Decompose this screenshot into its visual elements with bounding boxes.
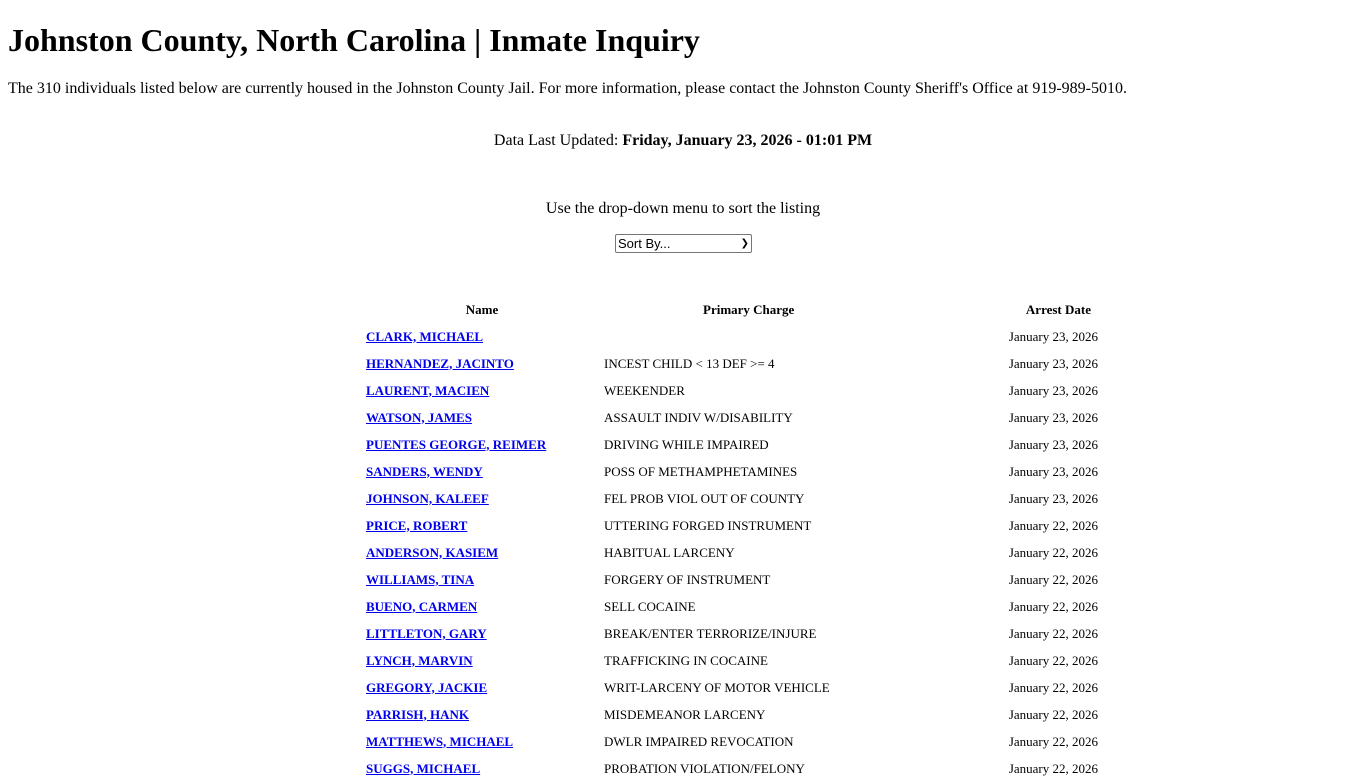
cell-name	[360, 512, 604, 539]
table-row	[360, 404, 1098, 431]
cell-primary-charge: MISDEMEANOR LARCENY	[604, 706, 766, 722]
table-row	[360, 539, 1098, 566]
cell-name	[360, 647, 604, 674]
chevron-down-icon: ❯	[740, 237, 749, 249]
sort-dropdown[interactable]	[615, 234, 752, 253]
cell-name	[360, 458, 604, 485]
cell-arrest-date: January 23, 2026	[1008, 463, 1098, 479]
table-row	[360, 350, 1098, 377]
cell-arrest-date: January 22, 2026	[1008, 652, 1098, 668]
cell-arrest-date: January 23, 2026	[1008, 328, 1098, 344]
cell-primary-charge: FEL PROB VIOL OUT OF COUNTY	[604, 490, 805, 506]
inmate-name-link[interactable]: SANDERS, WENDY	[366, 463, 483, 479]
cell-arrest-date: January 22, 2026	[1008, 625, 1098, 641]
table-row	[360, 485, 1098, 512]
inmate-name-link[interactable]: PARRISH, HANK	[366, 706, 470, 722]
inmate-name-link[interactable]: ANDERSON, KASIEM	[366, 544, 499, 560]
cell-arrest-date: January 23, 2026	[1008, 409, 1098, 425]
cell-name	[360, 674, 604, 701]
table-row	[360, 728, 1098, 755]
cell-arrest-date: January 22, 2026	[1008, 679, 1098, 695]
table-row	[360, 323, 1098, 350]
inmate-name-link[interactable]: LITTLETON, GARY	[366, 625, 487, 641]
sort-dropdown-wrapper	[615, 234, 752, 253]
table-row	[360, 431, 1098, 458]
cell-name	[360, 728, 604, 755]
cell-arrest-date: January 22, 2026	[1008, 544, 1098, 560]
cell-primary-charge: SELL COCAINE	[604, 598, 696, 614]
cell-arrest-date: January 22, 2026	[1008, 517, 1098, 533]
inmate-name-link[interactable]: SUGGS, MICHAEL	[366, 760, 481, 776]
cell-arrest-date: January 23, 2026	[1008, 436, 1098, 452]
table-row	[360, 674, 1098, 701]
cell-primary-charge: ASSAULT INDIV W/DISABILITY	[604, 409, 793, 425]
cell-primary-charge: INCEST CHILD < 13 DEF >= 4	[604, 355, 775, 371]
sort-selected-value: Sort By...	[618, 236, 671, 251]
cell-name	[360, 323, 604, 350]
last-updated	[0, 131, 1366, 151]
table-row	[360, 566, 1098, 593]
inmate-name-link[interactable]: BUENO, CARMEN	[366, 598, 478, 614]
table-row	[360, 593, 1098, 620]
table-row	[360, 512, 1098, 539]
column-header-charge: Primary Charge	[703, 302, 795, 317]
cell-primary-charge: FORGERY OF INSTRUMENT	[604, 571, 771, 587]
cell-primary-charge: DWLR IMPAIRED REVOCATION	[604, 733, 794, 749]
inmate-name-link[interactable]: MATTHEWS, MICHAEL	[366, 733, 514, 749]
column-header-name: Name	[465, 302, 499, 317]
cell-arrest-date: January 23, 2026	[1008, 382, 1098, 398]
cell-arrest-date: January 22, 2026	[1008, 571, 1098, 587]
inmate-name-link[interactable]: PRICE, ROBERT	[366, 517, 468, 533]
table-row	[360, 458, 1098, 485]
last-updated-label: Data Last Updated:	[493, 132, 623, 149]
table-row	[360, 647, 1098, 674]
cell-arrest-date: January 22, 2026	[1008, 760, 1098, 776]
cell-name	[360, 404, 604, 431]
inmate-name-link[interactable]: LAURENT, MACIEN	[366, 382, 490, 398]
cell-arrest-date: January 22, 2026	[1008, 706, 1098, 722]
table-row	[360, 755, 1098, 782]
cell-name	[360, 431, 604, 458]
cell-primary-charge: POSS OF METHAMPHETAMINES	[604, 463, 798, 479]
inmate-name-link[interactable]: JOHNSON, KALEEF	[366, 490, 489, 506]
table-row	[360, 377, 1098, 404]
cell-arrest-date: January 23, 2026	[1008, 355, 1098, 371]
inmate-name-link[interactable]: LYNCH, MARVIN	[366, 652, 473, 668]
intro-text: The 310 individuals listed below are currently housed in the Johnston County Jail. For more information, please contact the Johnston County Sheriff's Office at 919-989-5010.	[8, 80, 1127, 97]
cell-name	[360, 701, 604, 728]
cell-arrest-date: January 22, 2026	[1008, 733, 1098, 749]
inmate-table	[360, 297, 1098, 782]
inmate-name-link[interactable]: CLARK, MICHAEL	[366, 328, 484, 344]
page-title: Johnston County, North Carolina | Inmate Inquiry	[8, 22, 700, 58]
cell-name	[360, 485, 604, 512]
last-updated-value: Friday, January 23, 2026 - 01:01 PM	[622, 132, 873, 149]
cell-name	[360, 539, 604, 566]
cell-primary-charge: BREAK/ENTER TERRORIZE/INJURE	[604, 625, 817, 641]
inmate-name-link[interactable]: GREGORY, JACKIE	[366, 679, 488, 695]
sort-hint: Use the drop-down menu to sort the listing	[545, 200, 821, 217]
cell-primary-charge: DRIVING WHILE IMPAIRED	[604, 436, 769, 452]
cell-primary-charge: TRAFFICKING IN COCAINE	[604, 652, 768, 668]
cell-name	[360, 593, 604, 620]
cell-name	[360, 377, 604, 404]
cell-primary-charge	[604, 323, 993, 350]
cell-name	[360, 350, 604, 377]
cell-arrest-date: January 22, 2026	[1008, 598, 1098, 614]
cell-name	[360, 620, 604, 647]
cell-name	[360, 755, 604, 782]
cell-primary-charge: WRIT-LARCENY OF MOTOR VEHICLE	[604, 679, 830, 695]
table-row	[360, 701, 1098, 728]
cell-arrest-date: January 23, 2026	[1008, 490, 1098, 506]
table-row	[360, 620, 1098, 647]
inmate-name-link[interactable]: PUENTES GEORGE, REIMER	[366, 436, 547, 452]
cell-primary-charge: HABITUAL LARCENY	[604, 544, 735, 560]
inmate-name-link[interactable]: WATSON, JAMES	[366, 409, 472, 425]
column-header-date: Arrest Date	[1025, 302, 1091, 317]
table-header-row	[360, 297, 1098, 323]
cell-name	[360, 566, 604, 593]
cell-primary-charge: PROBATION VIOLATION/FELONY	[604, 760, 805, 776]
cell-primary-charge: UTTERING FORGED INSTRUMENT	[604, 517, 812, 533]
cell-primary-charge: WEEKENDER	[604, 382, 685, 398]
inmate-name-link[interactable]: WILLIAMS, TINA	[366, 571, 475, 587]
inmate-name-link[interactable]: HERNANDEZ, JACINTO	[366, 355, 514, 371]
